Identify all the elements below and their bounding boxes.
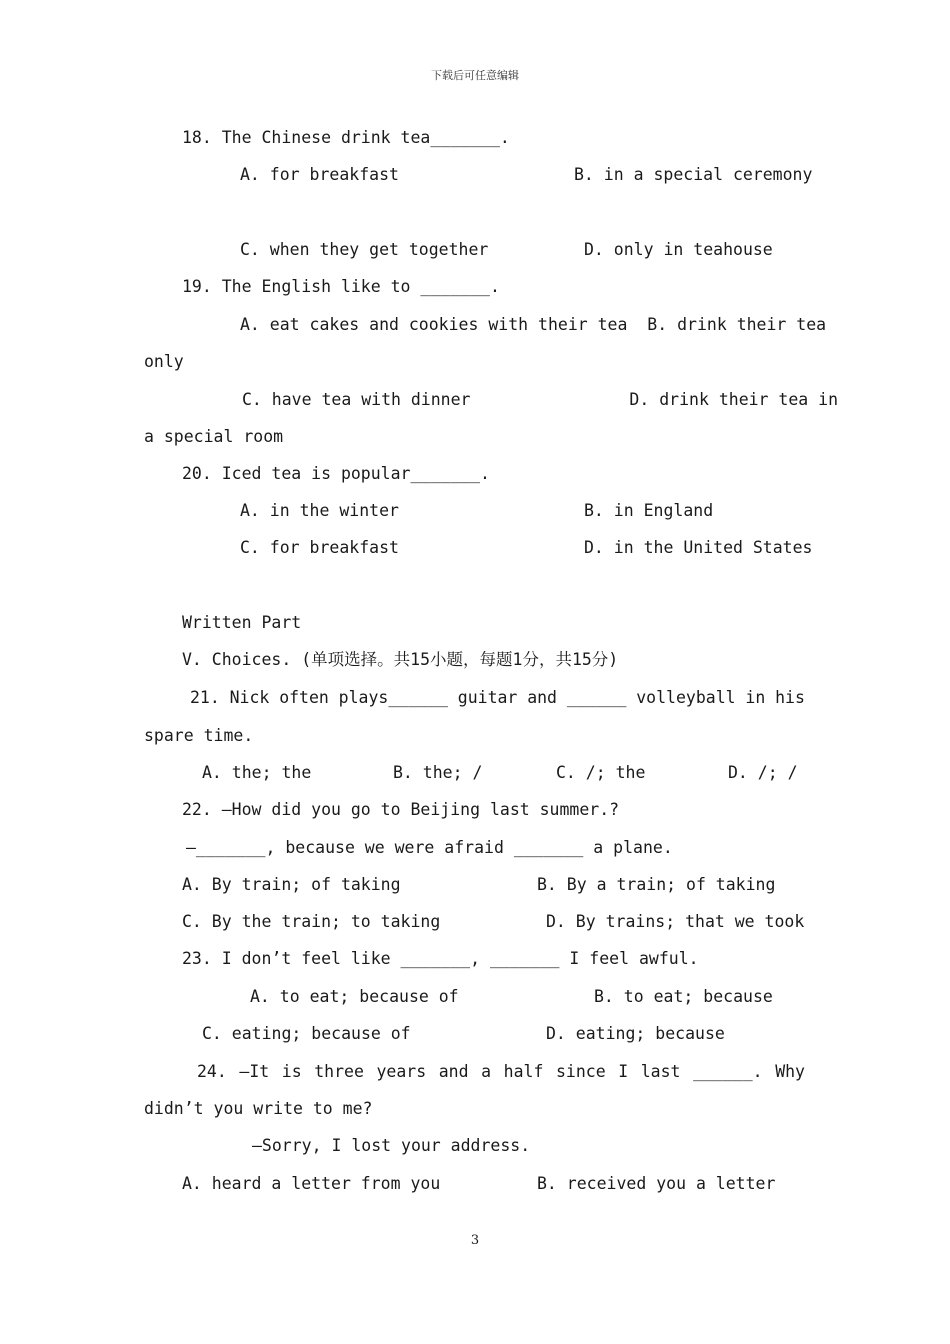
page-header: 下载后可任意编辑	[431, 69, 519, 82]
q24-option-b: B. received you a letter	[537, 1174, 776, 1193]
q22-option-c: C. By the train; to taking	[182, 912, 441, 931]
question-21-stem	[190, 688, 805, 708]
q20-option-b: B. in England	[584, 501, 714, 520]
q24-word: and	[438, 1062, 469, 1081]
q23-option-a: A. to eat; because of	[250, 987, 459, 1006]
q24-stem-continued: didn’t you write to me?	[144, 1099, 373, 1118]
question-22-stem: 22. –How did you go to Beijing last summer.?	[182, 800, 620, 819]
q22-line-2: –_______, because we were afraid _______ a plane.	[186, 838, 673, 857]
q24-word: ______.	[693, 1062, 763, 1081]
q24-word: last	[640, 1062, 681, 1081]
q19-options-ab-continued: only	[144, 352, 184, 371]
q21-stem-continued: spare time.	[144, 726, 254, 745]
q21-word: in	[745, 688, 766, 707]
q23-option-d: D. eating; because	[546, 1024, 725, 1043]
q18-option-a: A. for breakfast	[240, 165, 399, 184]
q20-option-c: C. for breakfast	[240, 538, 399, 557]
q21-word: volleyball	[636, 688, 736, 707]
question-18-stem: 18. The Chinese drink tea_______.	[182, 128, 510, 147]
q19-options-ab: A. eat cakes and cookies with their tea B. drink their tea	[240, 315, 827, 334]
q18-option-d: D. only in teahouse	[584, 240, 773, 259]
q22-option-a: A. By train; of taking	[182, 875, 401, 894]
q24-option-a: A. heard a letter from you	[182, 1174, 441, 1193]
q20-option-d: D. in the United States	[584, 538, 813, 557]
q24-word: I	[618, 1062, 629, 1081]
q21-word: 21.	[190, 688, 220, 707]
question-23-stem: 23. I don’t feel like _______, _______ I feel awful.	[182, 949, 699, 968]
q19-options-cd-continued: a special room	[144, 427, 284, 446]
q21-word: ______	[566, 688, 627, 707]
q24-reply: –Sorry, I lost your address.	[252, 1136, 531, 1155]
question-20-stem: 20. Iced tea is popular_______.	[182, 464, 490, 483]
q21-word: guitar	[457, 688, 518, 707]
q24-word: years	[376, 1062, 427, 1081]
q20-option-a: A. in the winter	[240, 501, 399, 520]
q21-option-b: B. the; /	[393, 763, 483, 782]
q21-option-c: C. /; the	[556, 763, 646, 782]
q21-word: his	[775, 688, 805, 707]
section-heading: V. Choices. (单项选择。共15小题，每题1分，共15分)	[182, 650, 619, 669]
q24-word: since	[555, 1062, 606, 1081]
q23-option-b: B. to eat; because	[594, 987, 773, 1006]
q24-word: Why	[775, 1062, 805, 1081]
q22-option-d: D. By trains; that we took	[546, 912, 805, 931]
section-title: Written Part	[182, 613, 302, 632]
q24-word: 24.	[197, 1062, 227, 1081]
q21-word: Nick	[229, 688, 270, 707]
q21-option-d: D. /; /	[728, 763, 798, 782]
q23-option-c: C. eating; because of	[202, 1024, 411, 1043]
q19-options-cd: C. have tea with dinner D. drink their tea in	[242, 390, 839, 409]
q21-word: plays______	[338, 688, 448, 707]
q22-option-b: B. By a train; of taking	[537, 875, 776, 894]
q21-word: often	[279, 688, 329, 707]
q18-option-c: C. when they get together	[240, 240, 489, 259]
q24-word: a	[481, 1062, 492, 1081]
q24-word: three	[314, 1062, 364, 1081]
q24-word: half	[503, 1062, 544, 1081]
q21-word: and	[527, 688, 557, 707]
page-number: 3	[470, 1233, 480, 1248]
question-19-stem: 19. The English like to _______.	[182, 277, 500, 296]
question-24-stem	[197, 1062, 805, 1082]
q18-option-b: B. in a special ceremony	[574, 165, 813, 184]
q24-word: is	[281, 1062, 302, 1081]
q24-word: –It	[239, 1062, 270, 1081]
q21-option-a: A. the; the	[202, 763, 312, 782]
